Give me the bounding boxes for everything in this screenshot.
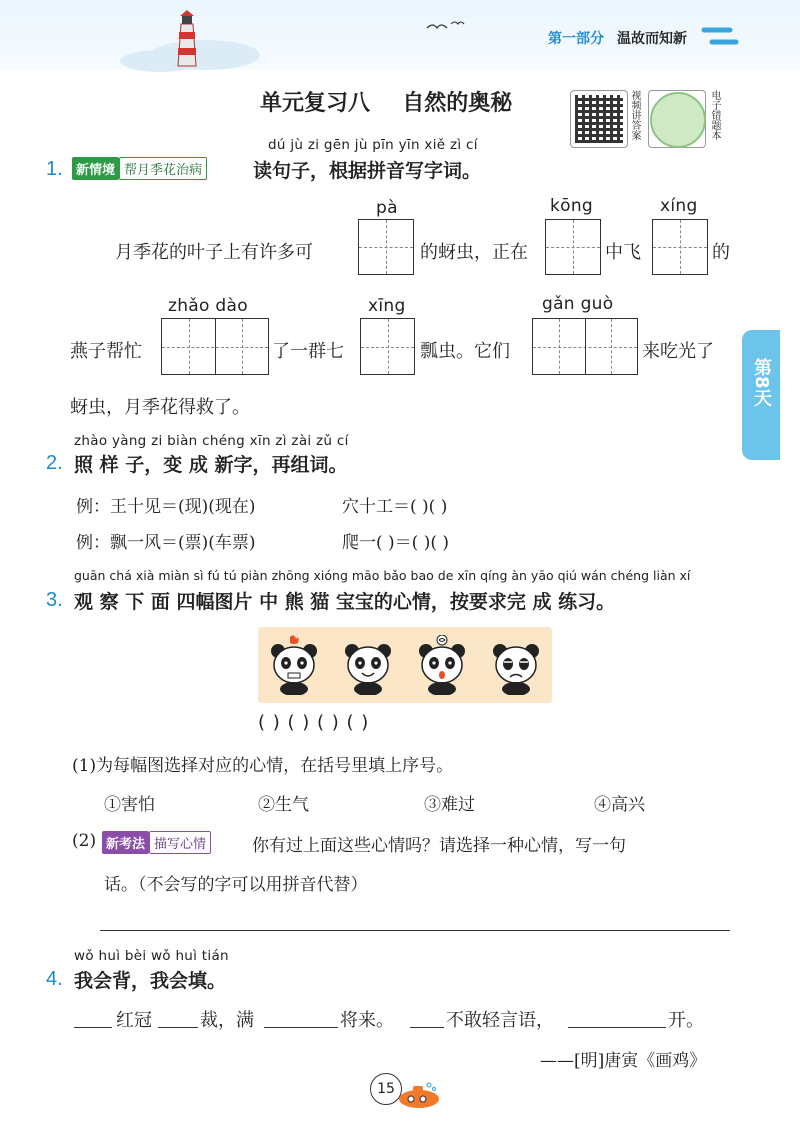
char-box-pa[interactable] xyxy=(358,219,414,275)
pinyin-zhaodao: zhǎo dào xyxy=(168,296,248,316)
header-subtitle: 温故而知新 xyxy=(617,31,687,47)
q2-task1[interactable]: 穴十工＝( )( ) xyxy=(342,497,448,517)
qr-code-error-book[interactable] xyxy=(648,90,706,148)
q3-answer-line[interactable] xyxy=(100,930,730,931)
q1-pinyin: dú jù zi gēn jù pīn yīn xiě zì cí xyxy=(268,137,478,153)
q3-instruction: 观 察 下 面 四幅图片 中 熊 猫 宝宝的心情，按要求完 成 练习。 xyxy=(74,591,616,613)
q1-instruction: 读句子，根据拼音写字词。 xyxy=(253,160,482,182)
q3-option-3: ③难过 xyxy=(424,795,475,815)
q3-option-4: ④高兴 xyxy=(594,795,645,815)
q4-blank-5[interactable] xyxy=(568,1027,666,1028)
q4-blank-2[interactable] xyxy=(158,1027,198,1028)
pinyin-pa: pà xyxy=(376,198,398,218)
qr-label-error-book: 电子错题本 xyxy=(709,90,720,140)
leaf-logo-icon xyxy=(650,92,706,148)
day-tab xyxy=(742,330,780,460)
q4-text-1: 红冠 xyxy=(116,1010,152,1031)
q1-line2-b: 了一群七 xyxy=(272,341,344,362)
panda-sad-image xyxy=(490,635,542,695)
q1-tags xyxy=(72,157,207,180)
char-box-kong[interactable] xyxy=(545,219,601,275)
q3-answer-brackets[interactable]: ( ) ( ) ( ) ( ) xyxy=(258,712,370,733)
pinyin-ganguo: gǎn guò xyxy=(542,294,614,314)
q3-sub2-text-b: 话。（不会写的字可以用拼音代替） xyxy=(104,875,368,895)
q3-sub2-tags xyxy=(102,831,211,854)
q1-line3: 蚜虫，月季花得救了。 xyxy=(70,397,250,418)
lighthouse-icon xyxy=(172,10,202,68)
q3-number: 3. xyxy=(46,589,63,611)
q4-blank-1[interactable] xyxy=(74,1027,112,1028)
q4-blank-3[interactable] xyxy=(264,1027,338,1028)
q1-line2-a: 燕子帮忙 xyxy=(70,341,142,362)
panda-picture-strip xyxy=(258,627,552,703)
q4-text-5: 开。 xyxy=(668,1010,704,1031)
q4-instruction: 我会背，我会填。 xyxy=(74,970,227,992)
q1-line1-c: 中飞 xyxy=(605,242,641,263)
q1-line1-b: 的蚜虫，正在 xyxy=(420,242,528,263)
q2-task2[interactable]: 爬一( )＝( )( ) xyxy=(342,533,450,553)
q4-pinyin: wǒ huì bèi wǒ huì tián xyxy=(74,948,229,964)
panda-scared-image xyxy=(416,635,468,695)
q3-option-1: ①害怕 xyxy=(104,795,155,815)
q4-text-2: 裁，满 xyxy=(200,1010,254,1031)
header-section: 第一部分 xyxy=(548,31,604,47)
title-unit: 单元复习八 xyxy=(260,90,371,116)
q1-tag-topic: 帮月季花治病 xyxy=(119,157,207,180)
char-box-xing[interactable] xyxy=(652,219,708,275)
submarine-icon xyxy=(395,1082,443,1112)
q1-number: 1. xyxy=(46,158,63,180)
q4-blank-4[interactable] xyxy=(410,1027,444,1028)
char-box-xing2[interactable] xyxy=(360,318,415,375)
page-number: 15 xyxy=(370,1073,402,1105)
q1-line1-a: 月季花的叶子上有许多可 xyxy=(115,242,313,263)
q2-number: 2. xyxy=(46,452,63,474)
q4-text-4: 不敢轻言语， xyxy=(446,1010,554,1031)
panda-angry-image xyxy=(268,635,320,695)
qr-label-video: 视频讲答案 xyxy=(629,90,640,140)
q1-line2-d: 来吃光了 xyxy=(642,341,714,362)
q3-sub2-text-a: 你有过上面这些心情吗？请选择一种心情，写一句 xyxy=(252,836,626,856)
q3-tag-topic: 描写心情 xyxy=(149,831,211,854)
q3-sub1: (1)为每幅图选择对应的心情，在括号里填上序号。 xyxy=(72,756,454,776)
qr-code-video[interactable] xyxy=(570,90,628,148)
bird-icon xyxy=(425,18,465,38)
page-title xyxy=(260,86,512,117)
day-tab-label: 第8天 xyxy=(751,358,772,407)
panda-happy-image xyxy=(342,635,394,695)
q2-instruction: 照 样 子，变 成 新字，再组词。 xyxy=(74,454,348,476)
q4-poem-source: ——[明]唐寅《画鸡》 xyxy=(540,1051,707,1071)
q4-number: 4. xyxy=(46,968,63,990)
char-box-ganguo[interactable] xyxy=(532,318,638,375)
q3-sub2-number: (2) xyxy=(72,831,97,851)
q1-tag-new-situation: 新情境 xyxy=(72,157,119,180)
q3-option-2: ②生气 xyxy=(258,795,309,815)
q2-example1: 例：王十见＝(现)(现在) xyxy=(76,497,256,517)
q2-example2: 例：飘一风＝(票)(车票) xyxy=(76,533,256,553)
title-name: 自然的奥秘 xyxy=(402,90,513,116)
q2-pinyin: zhào yàng zi biàn chéng xīn zì zài zǔ cí xyxy=(74,433,349,449)
char-box-zhaodao[interactable] xyxy=(161,318,269,375)
q1-line2-c: 瓢虫。它们 xyxy=(420,341,510,362)
q1-line1-d: 的 xyxy=(712,242,730,263)
q4-text-3: 将来。 xyxy=(340,1010,394,1031)
header-mark-icon xyxy=(700,20,740,52)
pinyin-kong: kōng xyxy=(550,196,594,216)
q3-pinyin: guān chá xià miàn sì fú tú piàn zhōng xióng māo bǎo bao de xīn qíng àn yāo qiú wán chéng liàn xí xyxy=(74,568,691,583)
q3-tag-new-method: 新考法 xyxy=(102,831,149,854)
pinyin-xing1: xíng xyxy=(660,196,698,216)
pinyin-xing2: xīng xyxy=(368,296,406,316)
